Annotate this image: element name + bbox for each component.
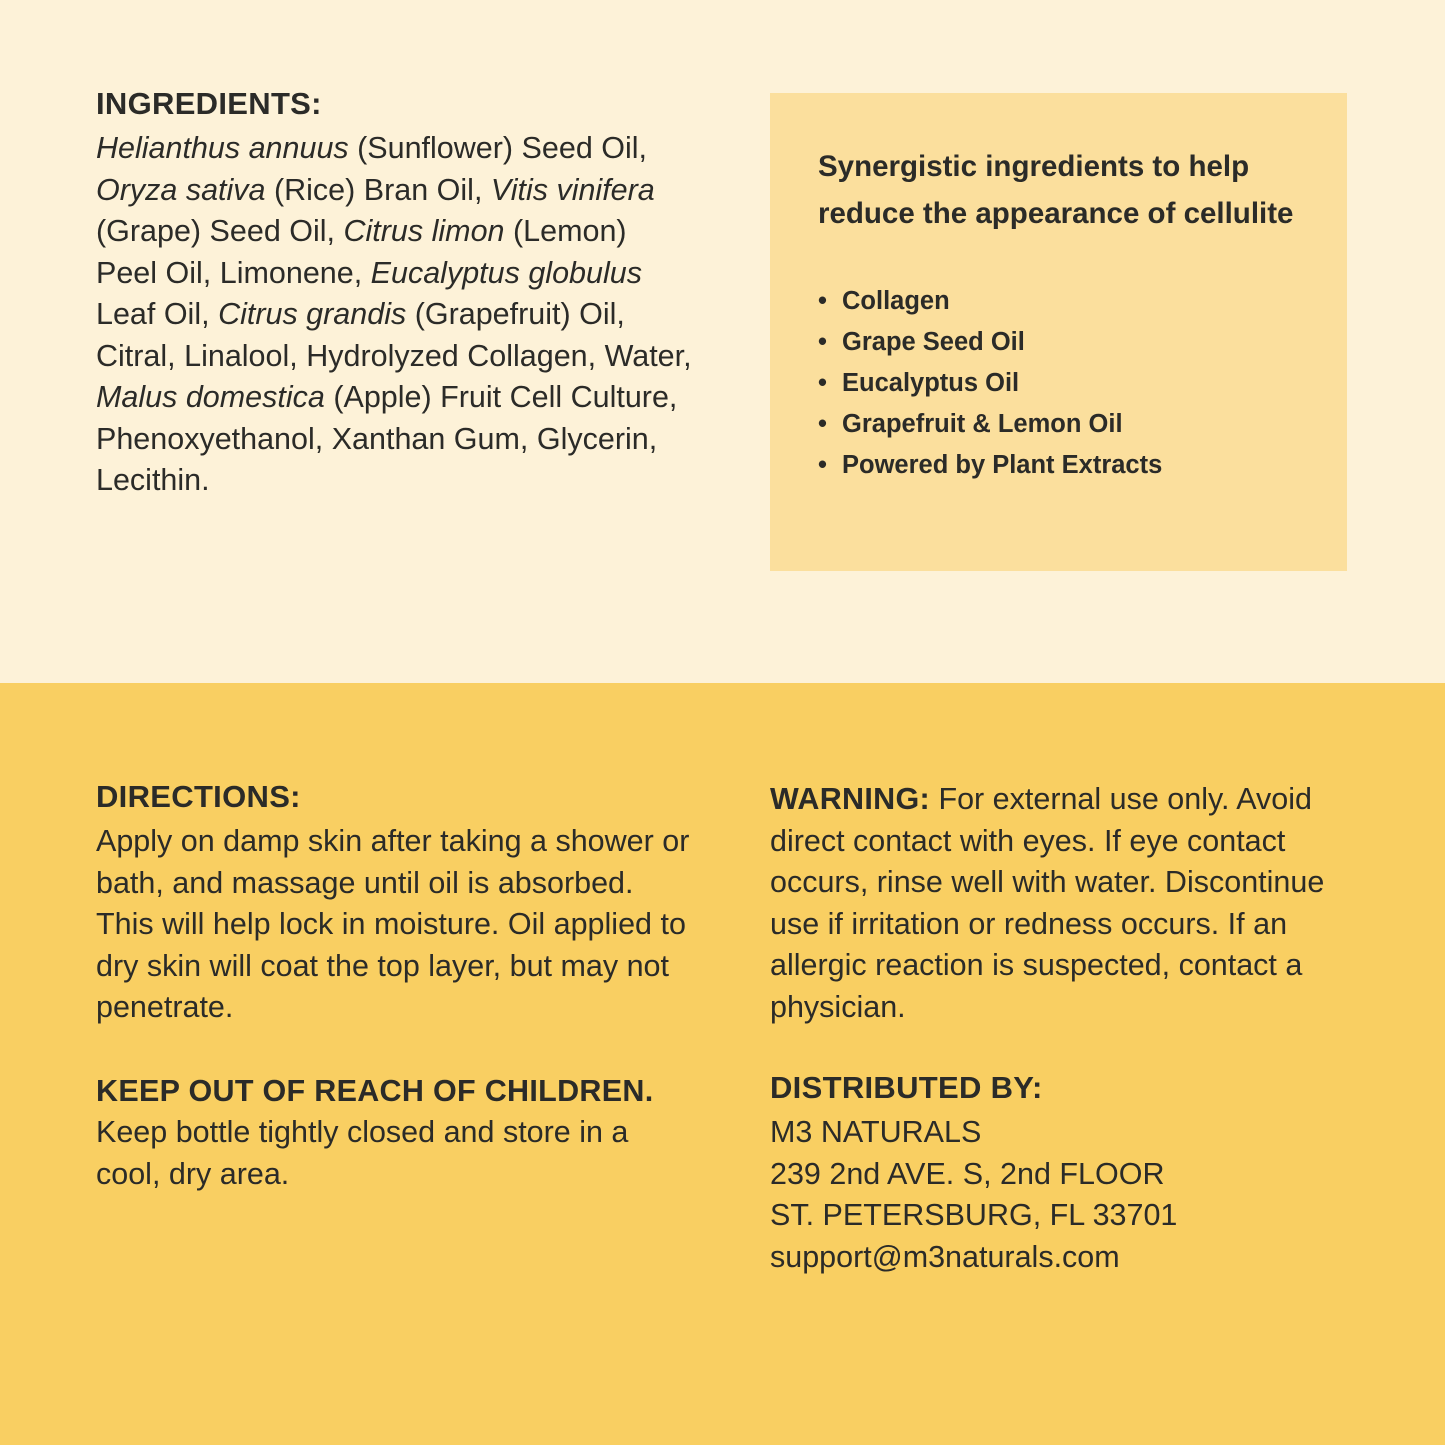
- ingredient-latin-name: Eucalyptus globulus: [370, 255, 642, 290]
- ingredient-text: (Sunflower) Seed Oil,: [348, 131, 647, 165]
- callout-title: Synergistic ingredients to help reduce the appearance of cellulite: [818, 150, 1294, 230]
- ingredient-latin-name: Oryza sativa: [96, 172, 266, 207]
- ingredient-text: (Lemon) Peel Oil, Limonene,: [96, 214, 627, 290]
- warning-heading: WARNING:: [770, 782, 930, 816]
- directions-body: Apply on damp skin after taking a shower or bath, and massage until oil is absorbed. This will help lock in moisture. Oil applied to dry skin will coat the top layer, but may not penetrate.: [96, 824, 690, 1024]
- callout-bullet-list: [818, 281, 1299, 486]
- ingredient-latin-name: Vitis vinifera: [490, 172, 655, 207]
- warning-body: For external use only. Avoid direct contact with eyes. If eye contact occurs, rinse well with water. Discontinue use if irritation or redness occurs. If an allergic reaction is suspected, contact a physician.: [770, 782, 1325, 1024]
- distributor-address-line: M3 NATURALS: [770, 1115, 982, 1149]
- ingredient-latin-name: Citrus grandis: [218, 297, 407, 331]
- usage-panel: [0, 683, 1445, 1445]
- synergistic-callout-box: [770, 93, 1347, 571]
- ingredients-panel: [0, 0, 1445, 683]
- directions-heading: DIRECTIONS:: [96, 779, 301, 814]
- callout-bullet-item: • Collagen: [818, 281, 1299, 322]
- distributed-by-block: [770, 1070, 1370, 1278]
- ingredients-list-text: [96, 128, 696, 502]
- callout-bullet-item: • Grape Seed Oil: [818, 322, 1299, 363]
- keep-out-body: Keep bottle tightly closed and store in a cool, dry area.: [96, 1115, 629, 1191]
- distributor-address-line: 239 2nd AVE. S, 2nd FLOOR: [770, 1156, 1165, 1191]
- distributor-address-line: support@m3naturals.com: [770, 1239, 1120, 1274]
- warning-block: [770, 779, 1370, 1028]
- ingredient-text: Leaf Oil,: [96, 297, 219, 331]
- distributed-by-heading: DISTRIBUTED BY:: [770, 1070, 1043, 1105]
- warning-column: [770, 779, 1370, 1278]
- ingredient-text: (Rice) Bran Oil,: [265, 172, 491, 207]
- ingredients-heading: INGREDIENTS:: [96, 86, 322, 121]
- distributor-address: [770, 1112, 1370, 1278]
- callout-bullet-item: • Grapefruit & Lemon Oil: [818, 404, 1299, 445]
- directions-column: [96, 779, 696, 1195]
- ingredients-block: [96, 86, 696, 502]
- ingredient-latin-name: Helianthus annuus: [96, 131, 349, 165]
- distributor-address-line: ST. PETERSBURG, FL 33701: [770, 1198, 1178, 1232]
- callout-bullet-item: • Eucalyptus Oil: [818, 363, 1299, 404]
- keep-out-of-reach-block: [96, 1071, 696, 1196]
- ingredient-latin-name: Malus domestica: [96, 380, 325, 414]
- keep-out-heading: KEEP OUT OF REACH OF CHILDREN.: [96, 1073, 654, 1108]
- ingredient-text: (Grape) Seed Oil,: [96, 214, 344, 248]
- ingredient-latin-name: Citrus limon: [343, 214, 505, 248]
- ingredient-text: (Grapefruit) Oil, Citral, Linalool, Hydrolyzed Collagen, Water,: [96, 297, 692, 373]
- ingredient-text: (Apple) Fruit Cell Culture, Phenoxyethanol, Xanthan Gum, Glycerin, Lecithin.: [96, 380, 678, 497]
- callout-bullet-item: • Powered by Plant Extracts: [818, 445, 1299, 486]
